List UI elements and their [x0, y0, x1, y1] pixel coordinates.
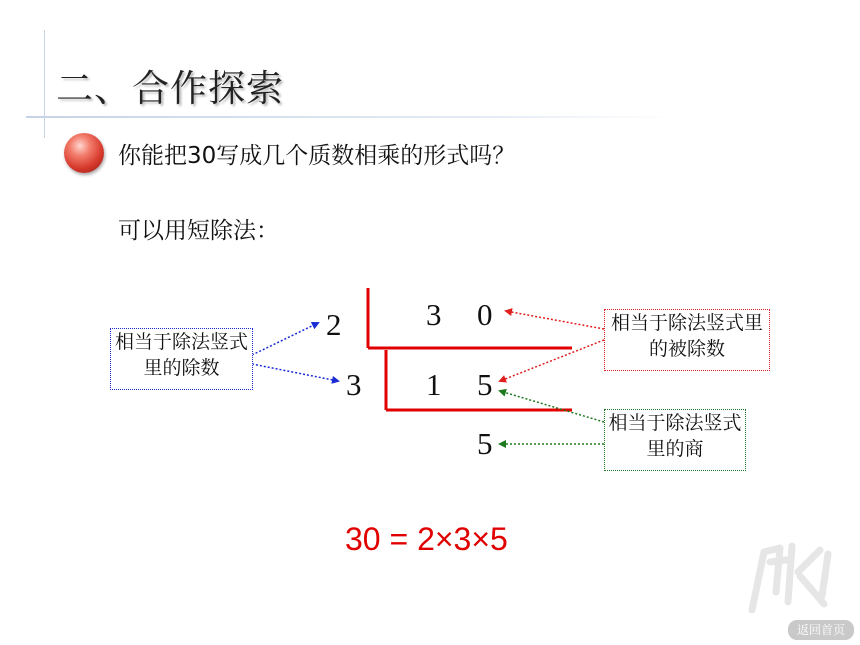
method-label: 可以用短除法： — [118, 218, 279, 244]
question-text: 你能把30写成几个质数相乘的形式吗？ — [118, 143, 516, 169]
divisor-arrow-1 — [252, 323, 318, 355]
dividend-note-box: 相当于除法竖式里的被除数 — [604, 309, 770, 371]
return-home-button[interactable]: 返回首页 — [788, 620, 854, 640]
divisor-2: 3 — [346, 367, 362, 402]
watermark-logo-icon — [740, 532, 850, 622]
divisor-arrow-2 — [252, 364, 338, 381]
quotient-arrow-1 — [500, 391, 604, 422]
dividend-arrow-2 — [500, 340, 604, 381]
dividend-digit-2: 0 — [477, 297, 493, 332]
result-equation: 30 = 2×3×5 — [345, 521, 508, 557]
dividend-arrow-1 — [506, 311, 604, 329]
quotient-1-digit-1: 1 — [426, 367, 442, 402]
page-title: 二、合作探索 — [56, 67, 284, 110]
quotient-2: 5 — [477, 426, 493, 461]
divisor-note-box: 相当于除法竖式里的除数 — [110, 328, 253, 390]
dividend-digit-1: 3 — [426, 297, 442, 332]
divisor-1: 2 — [326, 307, 342, 342]
quotient-1-digit-2: 5 — [477, 367, 493, 402]
quotient-note-box: 相当于除法竖式里的商 — [604, 409, 746, 471]
